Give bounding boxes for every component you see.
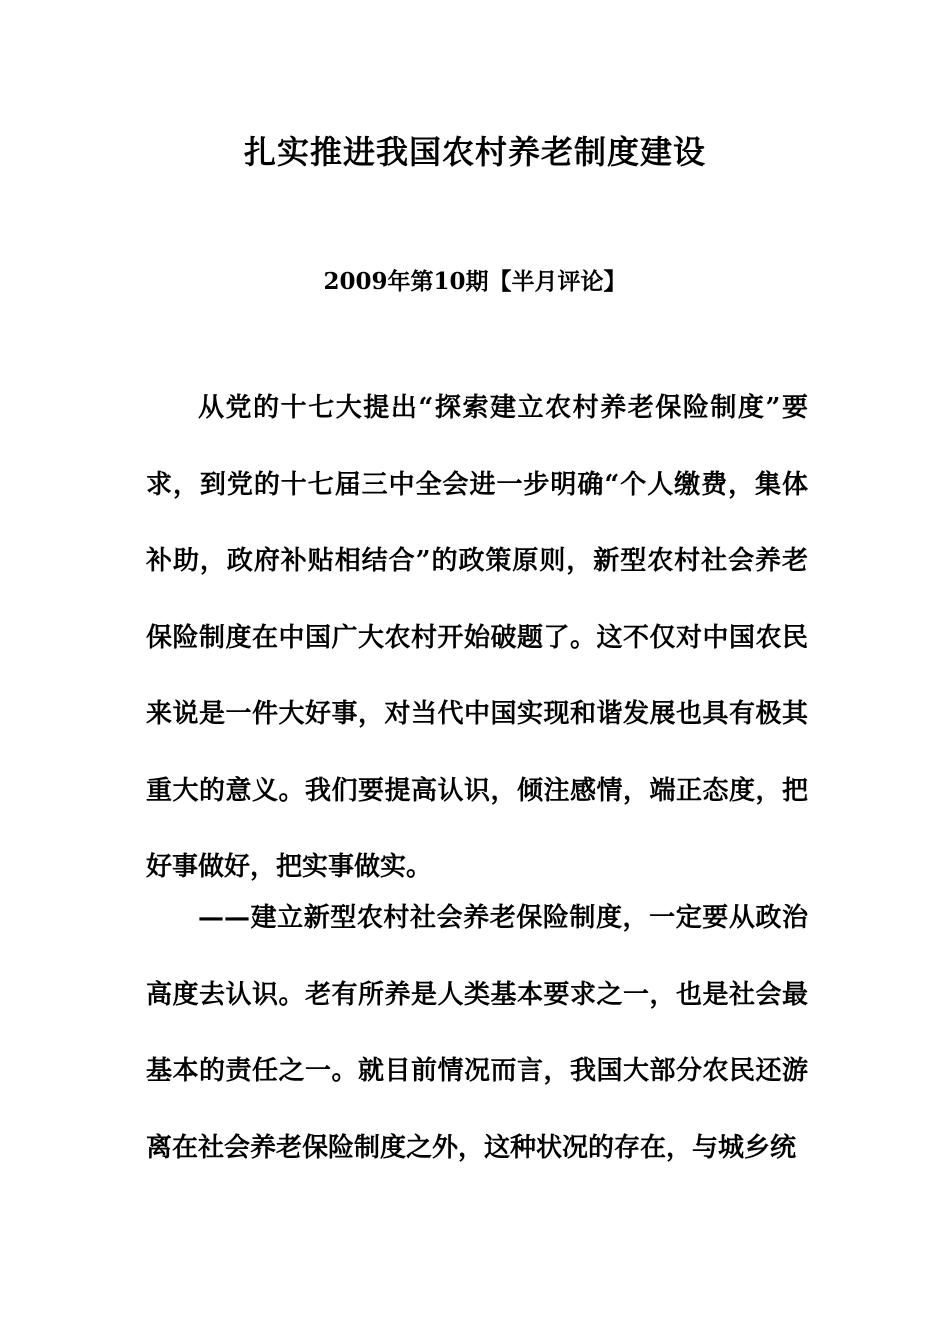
document-subtitle: 2009年第10期【半月评论】 bbox=[323, 268, 627, 295]
body-paragraph-2: ——建立新型农村社会养老保险制度，一定要从政治高度去认识。老有所养是人类基本要求之一，也是社会最基本的责任之一。就目前情况而言，我国大部分农民还游离在社会养老保险制度之外，这种状况的存在，与城乡统 bbox=[146, 903, 808, 1163]
document-title: 扎实推进我国农村养老制度建设 bbox=[243, 133, 706, 171]
body-paragraph-1: 从党的十七大提出“探索建立农村养老保险制度”要求，到党的十七届三中全会进一步明确“个人缴费，集体补助，政府补贴相结合”的政策原则，新型农村社会养老保险制度在中国广大农村开始破题了。这不仅对中国农民来说是一件大好事，对当代中国实现和谐发展也具有极其重大的意义。我们要提高认识，倾注感情，端正态度，把好事做好，把实事做实。 bbox=[146, 393, 808, 882]
